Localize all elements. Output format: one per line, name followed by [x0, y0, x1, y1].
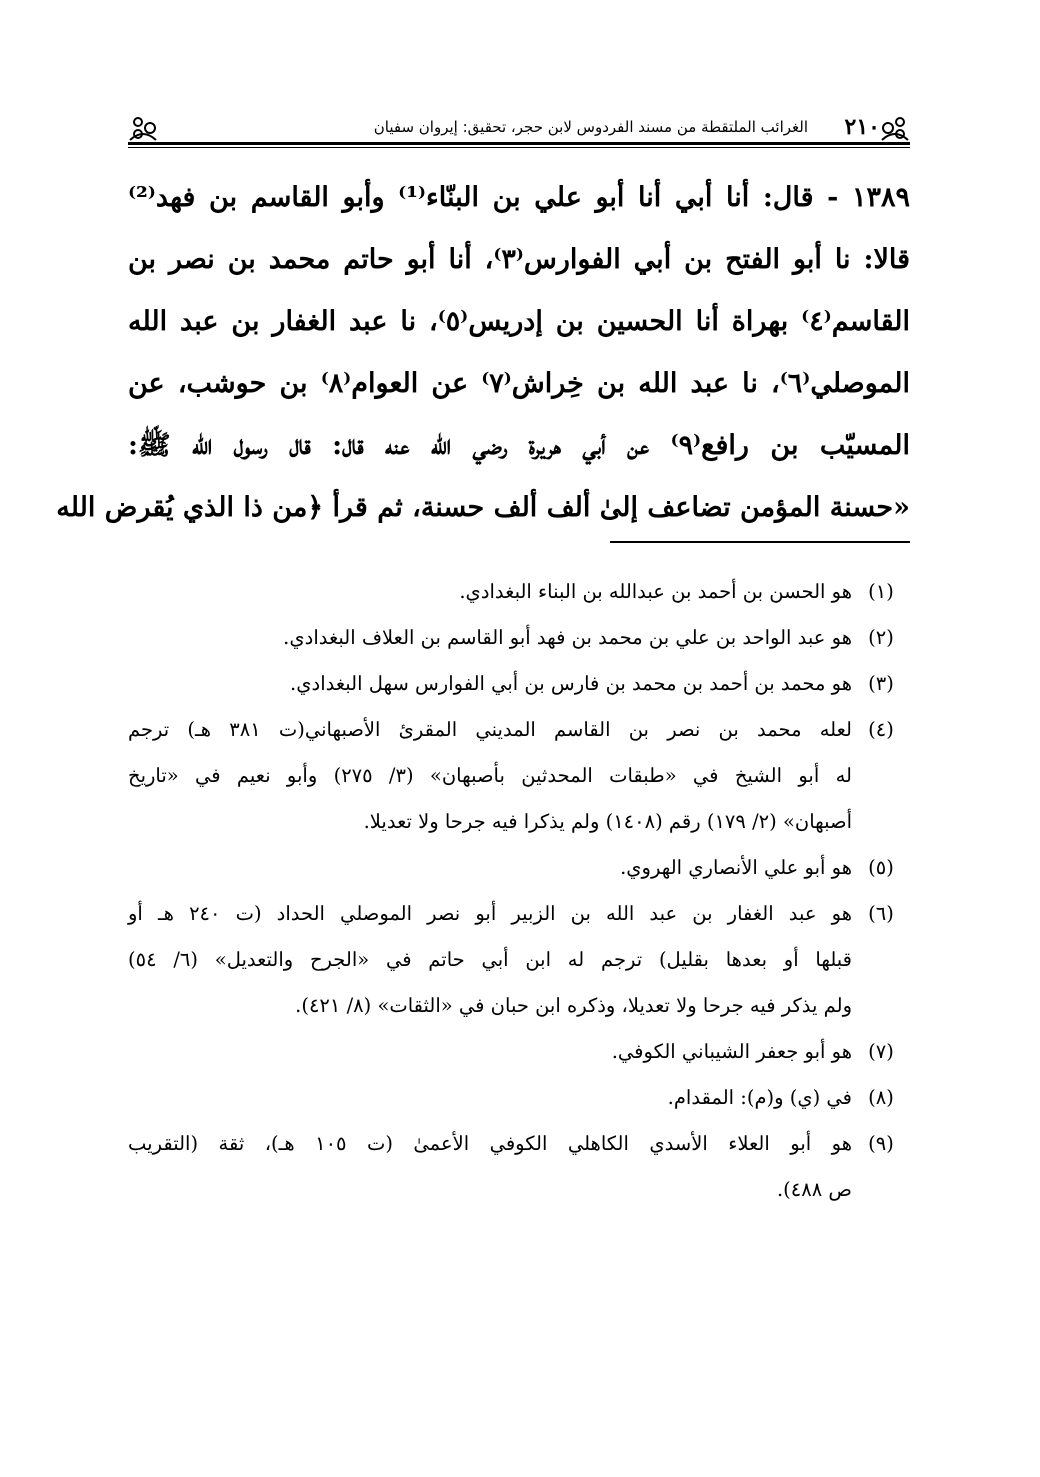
header-rule [128, 142, 910, 145]
footnote [128, 661, 910, 707]
footnote-text: هو أبو العلاء الأسدي الكاهلي الكوفي الأعمىٰ (ت ١٠٥ هـ)، ثقة (التقريب [128, 1132, 852, 1155]
footnote [128, 845, 910, 891]
footnote-text: هو عبد الواحد بن علي بن محمد بن فهد أبو القاسم بن العلاف البغدادي. [283, 626, 852, 649]
footnote-text: قبلها أو بعدها بقليل) ترجم له ابن أبي حاتم في «الجرح والتعديل» (٦/ ٥٤) [128, 948, 852, 971]
footnote-text: هو محمد بن أحمد بن محمد بن فارس بن أبي الفوارس سهل البغدادي. [290, 672, 852, 695]
footnote-text: في (ي) و(م): المقدام. [667, 1086, 852, 1109]
main-text-line: القاسم⁽٤⁾ بهراة أنا الحسين بن إدريس⁽٥⁾، نا عبد الغفار بن عبد الله [128, 306, 910, 337]
main-text-line: ١٣٨٩ - قال: أنا أبي أنا أبو علي بن البنّاء⁽¹⁾ وأبو القاسم بن فهد⁽²⁾ [128, 182, 910, 213]
main-text-line: المسيّب بن رافع⁽٩⁾ عن أبي هريرة رضي الله عنه قال: قال رسول الله ﷺ: [128, 430, 910, 461]
footnote-number: (٤) [868, 718, 894, 741]
ornament-icon [128, 114, 158, 142]
footnote-number: (٣) [868, 672, 894, 695]
footnote-text: له أبو الشيخ في «طبقات المحدثين بأصبهان» (٣/ ٢٧٥) وأبو نعيم في «تاريخ [128, 764, 852, 787]
footnote-text: هو أبو علي الأنصاري الهروي. [620, 856, 852, 879]
footnote-text: هو عبد الغفار بن عبد الله بن الزبير أبو نصر الموصلي الحداد (ت ٢٤٠ هـ أو [128, 902, 852, 925]
footnote-number: (٨) [868, 1086, 894, 1109]
footnote-number: (٦) [868, 902, 894, 925]
footnote [128, 1029, 910, 1075]
footnote-number: (٩) [868, 1132, 894, 1155]
main-text-line: «حسنة المؤمن تضاعف إلىٰ ألف ألف حسنة، ثم قرأ ﴿من ذا الذي يُقرض الله [56, 492, 910, 523]
footnote-text: أصبهان» (٢/ ١٧٩) رقم (١٤٠٨) ولم يذكرا فيه جرحا ولا تعديلا. [363, 810, 852, 833]
page-number: ٢١٠ [844, 114, 880, 140]
footnote-text: ص ٤٨٨). [776, 1178, 852, 1201]
footnote-text: هو أبو جعفر الشيباني الكوفي. [611, 1040, 852, 1063]
footnote [128, 707, 910, 845]
running-title: الغرائب الملتقطة من مسند الفردوس لابن حجر، تحقيق: إيروان سفيان [373, 118, 808, 136]
header-rule-thin [128, 147, 910, 148]
footnote-number: (١) [868, 580, 894, 603]
main-text-line: الموصلي⁽٦⁾، نا عبد الله بن خِراش⁽٧⁾ عن العوام⁽٨⁾ بن حوشب، عن [128, 368, 911, 399]
footnote [128, 891, 910, 1029]
footnote [128, 615, 910, 661]
main-text-line: قالا: نا أبو الفتح بن أبي الفوارس⁽٣⁾، أنا أبو حاتم محمد بن نصر بن [128, 244, 910, 275]
footnote-number: (٧) [868, 1040, 894, 1063]
footnote-number: (٥) [868, 856, 894, 879]
footnote-text: لعله محمد بن نصر بن القاسم المديني المقرئ الأصبهاني(ت ٣٨١ هـ) ترجم [128, 718, 852, 741]
page-header [128, 100, 910, 148]
footnotes [128, 569, 910, 1213]
footnote [128, 1075, 910, 1121]
ornament-icon [880, 114, 910, 142]
footnote-text: هو الحسن بن أحمد بن عبدالله بن البناء البغدادي. [459, 580, 852, 603]
footnote-text: ولم يذكر فيه جرحا ولا تعديلا، وذكره ابن حبان في «الثقات» (٨/ ٤٢١). [295, 994, 852, 1017]
footnote-separator [610, 541, 910, 543]
footnote [128, 569, 910, 615]
footnote [128, 1121, 910, 1213]
footnote-number: (٢) [868, 626, 894, 649]
main-text [56, 167, 911, 539]
